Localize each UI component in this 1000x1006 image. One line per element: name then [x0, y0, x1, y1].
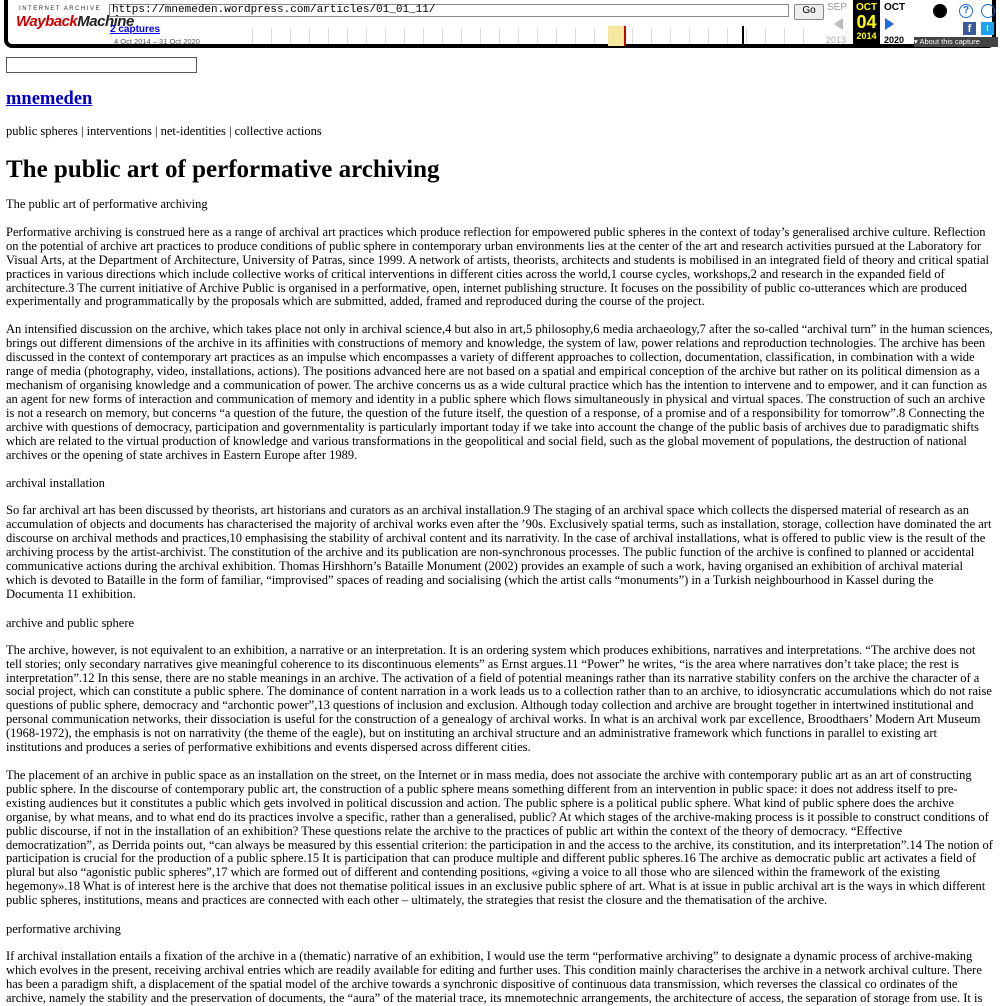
sparkline-gridline	[442, 28, 443, 44]
sparkline-gridline	[556, 28, 557, 44]
sparkline-gridline	[613, 28, 614, 44]
next-capture-arrow-icon[interactable]	[885, 18, 894, 30]
article-paragraph: Performative archiving is construed here as a range of archival art practices which produce reflection for empowered public spheres in the context of today’s generalised archive culture. Reflection on the potential of archive art practices to produce conditions of public sphere in contemporary urban environments lies at the center of the art and research activities pursued at the Laboratory for Visual Arts, at the Department of Architecture, University of Patras, since 1999. A network of artists, theorists, architects and students is mobilised in an integrated field of theory and critical spatial practices in various directions which include collective works of critical interventions in different cities across the world,1 course cycles, workshops,2 and research in the expanded field of architecture.3 The current initiative of Archive Public is organised in a performative, open, internet publishing structure. It focuses on the possibility of public co-utterances which are produced experimentally and programmatically by the proposals which are submitted, added, framed and reproduced during the course of the project.	[6, 224, 990, 309]
next-month-label[interactable]: OCT	[884, 2, 906, 13]
article-paragraph: If archival installation entails a fixation of the archive in a (thematic) narrative of an exhibition, I would use the term “performative archiving” to designate a dynamic process of archive-making which evolves in the present, receiving archival entries which are readily available for editing and further uses. This condition mainly characterises the archive in a network archival culture. There has been a paradigm shift, a displacement of the spatial model of the archive towards a synchronic dispositive of continuous data transmission, which reverses the classical co ordinates of the archive, namely the stability and the preservation of documents, the “aura” of the material trace, its mnemotechnic arrangements, the architecture of access, the separation of storage from use. It is	[6, 949, 983, 1005]
sparkline-capture-mark[interactable]	[624, 26, 626, 46]
facebook-icon[interactable]: f	[963, 22, 976, 35]
logo-internet-archive: INTERNET ARCHIVE	[19, 6, 101, 12]
prev-year-label: 2013	[826, 35, 847, 45]
sparkline-gridline	[461, 28, 462, 44]
sparkline-gridline	[594, 28, 595, 44]
sparkline-gridline	[670, 28, 671, 44]
article-paragraph: The archive, however, is not equivalent to an exhibition, a narrative or an interpretation. It is an ordering system which produces exhibitions, narratives and interpretations. “The archive does not tell stories; only secondary narratives give meaningful coherence to its discontinuous elements” as Ernst argues.11 “Power” he writes, “is the area where narratives don’t take place; the rest is interpretation”.12 In this sense, there are no stable meanings in an archive. The activation of a field of potential meanings rather than its narrative stability confers on the archive the character of a social project, which can constitute a public sphere. The dominance of content narration in a work leads us to a collection rather than to an archive, to idiosyncratic accumulations which do not raise questions of public sphere, democracy and “archontic power”,13 questions of inclusion and exclusion. Although today collection and archive are brought together in intertwined institutional and personal communication networks, their dissociation is useful for the construction of a genealogy of archival works. In what is an archival work par excellence, Broodthaers’ Modern Art Museum (1968-1972), the emphasis is not on narrativity (the theme of the eagle), but on instituting an archival structure and an administrative framework which functions in parallel to existing art institutions and produces a series of performative exhibitions and events dispersed across different cities.	[6, 642, 992, 755]
sparkline-gridline	[689, 28, 690, 44]
prev-month-label: SEP	[826, 2, 847, 13]
sparkline-highlight	[608, 26, 624, 46]
site-nav[interactable]: public spheres | interventions | net-identities | collective actions	[6, 124, 322, 138]
help-icon[interactable]: ?	[959, 4, 973, 18]
sparkline-gridline	[252, 28, 253, 44]
sparkline-gridline	[537, 28, 538, 44]
sparkline-capture-mark[interactable]	[742, 26, 744, 46]
article-paragraph: So far archival art has been discussed by theorists, art historians and curators as an archival installation.9 The staging of an archival space which collects the dispersed material of research as an accumulation of objects and documents has characterised the majority of archival works even after the ’90s. Exclusively spatial terms, such as installation, storage, collection have dominated the art discourse on archival methods and practices,10 emphasising the stability of archival content and its narrativity. In the case of archival installations, what is offered to public view is the result of the archiving process by the artist-archivist. The constitution of the archive and its publication are non-synchronous processes. The public function of the archive is confined to planned or accidental communicative actions during the archival exhibition. Thomas Hirshhorn’s Bataille Monument (2002) provides an example of such a work, having organised an exhibition of archival material which is devoted to Bataille in the form of familiar, “improvised” spaces of reading and socialising (which the artist calls “monuments”) in a Turkish neighbourhood in Kassel during the Documenta 11 exhibition.	[6, 503, 992, 601]
wayback-logo[interactable]	[16, 6, 134, 40]
sparkline-gridline	[651, 28, 652, 44]
sparkline-gridline	[727, 28, 728, 44]
go-button[interactable]: Go	[794, 4, 824, 20]
sparkline-gridline	[404, 28, 405, 44]
sparkline-gridline	[518, 28, 519, 44]
prev-capture-arrow-icon	[834, 18, 843, 30]
sparkline-gridline	[385, 28, 386, 44]
section-heading: performative archiving	[6, 922, 121, 937]
page-title: The public art of performative archiving	[6, 156, 440, 183]
user-icon[interactable]	[933, 4, 947, 18]
section-heading: archive and public sphere	[6, 615, 135, 630]
sparkline-gridline	[480, 28, 481, 44]
current-capture-date	[853, 0, 880, 46]
sparkline-gridline	[632, 28, 633, 44]
twitter-icon[interactable]: t	[981, 22, 994, 35]
logo-wayback-machine: WaybackMachine	[16, 13, 134, 30]
page-content	[6, 84, 994, 1006]
sparkline-gridline	[765, 28, 766, 44]
next-year-label[interactable]: 2020	[884, 35, 905, 45]
sparkline-gridline	[803, 28, 804, 44]
captures-link[interactable]: 2 captures	[110, 24, 161, 35]
sparkline-gridline	[309, 28, 310, 44]
current-day: 04	[856, 12, 877, 32]
sparkline-gridline	[423, 28, 424, 44]
wayback-toolbar	[4, 0, 996, 48]
sparkline-gridline	[784, 28, 785, 44]
capture-date-range: 4 Oct 2014 – 31 Oct 2020	[114, 37, 200, 46]
sparkline-gridline	[575, 28, 576, 44]
sparkline-gridline	[328, 28, 329, 44]
sparkline-gridline	[366, 28, 367, 44]
capture-sparkline[interactable]	[252, 26, 822, 46]
sparkline-gridline	[347, 28, 348, 44]
sparkline-gridline	[271, 28, 272, 44]
search-input[interactable]	[6, 57, 197, 73]
sparkline-gridline	[499, 28, 500, 44]
sparkline-gridline	[746, 28, 747, 44]
article-paragraph: An intensified discussion on the archive, which takes place not only in archival science,4 but also in art,5 philosophy,6 media archaeology,7 after the so-called “archival turn” in the human sciences, brings out different dimensions of the archive in its affinities with constructions of memory and knowledge, the system of law, power relations and reproduction technologies. The archive has been discussed in the context of contemporary art practices as an impulse which encompasses a variety of different approaches to collection, documentation, classification, in combination with a wide range of media (photography, video, installations, actions). The positions advanced here are not based on a spatial and empirical conception of the archive but rather on its political dimension as a mechanism of organising knowledge and a communication of power. The archive concerns us as a wide cultural practice which has the intention to intervene and to empower, and it can function as an agent for new forms of interaction and communication of memory and identity in a public sphere which flows simultaneously in physical and virtual spaces. The construction of such an archive is not a research on memory, but concerns “a question of the future, the question of the future itself, the question of a response, of a promise and of a responsibility for tomorrow”.8 Connecting the archive with questions of democracy, participation and governmentality is particularly important today if we take into account the change of the public basis of archives due to paradigmatic shifts which are related to the virtual production of knowledge and various transformations in the geopolitical and social field, such as the global movement of populations, the destruction of national archives or the opening of state archives in Eastern Europe after 1989.	[6, 322, 993, 462]
close-icon[interactable]	[981, 4, 995, 18]
sparkline-gridline	[708, 28, 709, 44]
article-lead: The public art of performative archiving	[6, 197, 208, 211]
current-year: 2014	[856, 31, 877, 41]
article-paragraph: The placement of an archive in public space as an installation on the street, on the Internet or in mass media, does not associate the archive with contemporary public art as an art of constructing public sphere. In the discourse of contemporary public art, the construction of a public sphere means something different from an intervention in public space: it does not address itself to pre-existing audiences but it constitutes a public which gets involved in political discussion and action. The public sphere is a political public sphere. What kind of public sphere does the archive organise, by what means, and to what end do its practices involve a specific, rather than a generalised, public? At which stages of the archive-making process is it possible to construct conditions of public discourse, if not in the installation of an exhibition? These questions relate the archive to the practices of public art within the context of the theory of democracy. “Effective democratization”, as Derrida points out, “can always be measured by this essential criterion: the participation in and the access to the archive, its constitution, and its interpretation”.14 The notion of participation is crucial for the production of a public sphere.15 It is participation that can produce multiple and different public spheres.16 The archive as democratic public art activates a field of plural but also “agonistic public spheres”,17 which are formed out of different and contending positions, «giving a voice to all those who are silenced within the framework of the existing hegemony».18 What is of interest here is the archive that does not thematise political issues in an exclusive public sphere of art. What is at issue in public archival art is the ways in which different public spheres, institutions, means and practices are connected with each other – ultimately, the strategies that resist the closure and the thematisation of the archive.	[6, 768, 993, 908]
site-title-link[interactable]: mnemeden	[6, 89, 93, 109]
current-month: OCT	[855, 2, 878, 13]
url-input[interactable]: https://mnemeden.wordpress.com/articles/01_01_11/	[109, 4, 789, 17]
sparkline-gridline	[290, 28, 291, 44]
about-capture-button[interactable]: ▾ About this capture	[914, 37, 998, 47]
section-heading: archival installation	[6, 476, 105, 491]
